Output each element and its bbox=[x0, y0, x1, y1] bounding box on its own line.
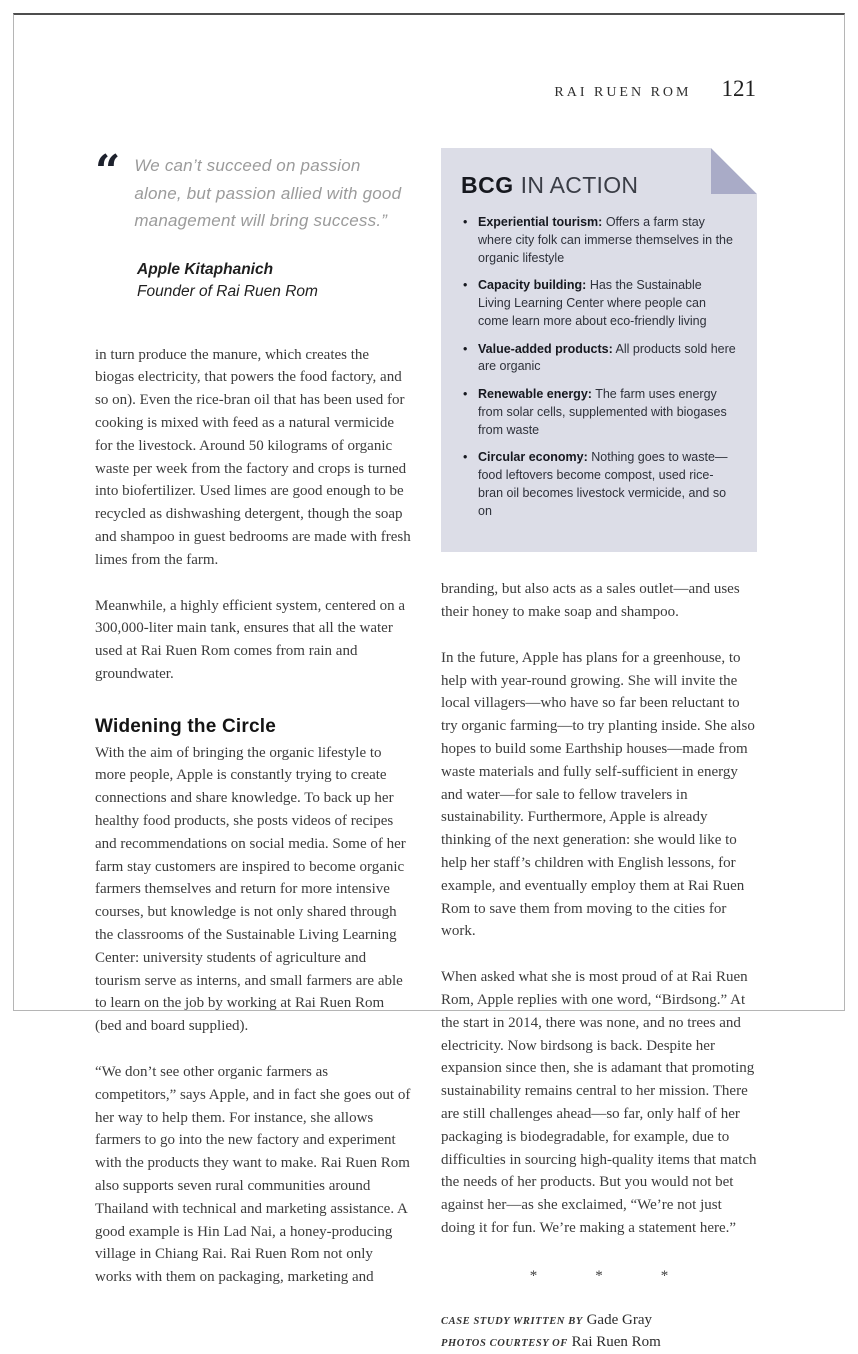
credit-line bbox=[441, 1309, 757, 1332]
bcg-bullet-item bbox=[461, 341, 737, 377]
bcg-bullet-text: Has the Sustainable Living Learning Center where people can come learn more about eco-friendly living bbox=[478, 278, 707, 328]
asterisk: * bbox=[595, 1267, 603, 1284]
bcg-bullet-lead: Capacity building: bbox=[478, 278, 587, 293]
body-paragraph: When asked what she is most proud of at Rai Ruen Rom, Apple replies with one word, “Birdsong.” At the start in 2014, there was none, and no trees and electricity. Now birdsong is back. Despite her expansion since then, she is adamant that promoting sustainability remains central to her mission. There are still challenges ahead—so far, only half of her packaging is biodegradable, for example, due to difficulties in sourcing high-quality items that match the needs of her products. But you would not bet against her—as she exclaimed, “We’re not just doing it for fun. We’re making a statement here.” bbox=[441, 969, 757, 1236]
body-paragraph: “We don’t see other organic farmers as competitors,” says Apple, and in fact she goes out of her way to help them. For instance, she allows farmers to go into the new factory and experiment with the products they want to make. Rai Ruen Rom also supports seven rural communities around Thailand with technical and marketing assistance. A good example is Hin Lad Nai, a honey-producing village in Chiang Rai. Rai Ruen Rom not only works with them on packaging, marketing and bbox=[95, 1064, 411, 1286]
body-paragraph: Meanwhile, a highly efficient system, centered on a 300,000-liter main tank, ensures that all the water used at Rai Ruen Rom comes from rain and groundwater. bbox=[95, 597, 406, 682]
bcg-bullet-text: All products sold here are organic bbox=[478, 341, 736, 374]
credit-value: Rai Ruen Rom bbox=[571, 1334, 661, 1351]
bcg-bullet-item bbox=[461, 214, 737, 267]
bcg-bullet-item bbox=[461, 449, 737, 520]
bcg-bullet-text: The farm uses energy from solar cells, supplemented with biogases from waste bbox=[478, 387, 727, 437]
bcg-bullet-list bbox=[461, 214, 737, 520]
body-paragraph: In the future, Apple has plans for a greenhouse, to help with year-round growing. She will invite the local villagers—who have so far been reluctant to try organic farming—to try planting inside. She also hopes to build some Earthship houses—made from waste materials and fully self-sufficient in energy and water—for sale to fellow travelers in sustainability. Furthermore, Apple is already thinking of the next generation: she would like to help her staff’s children with English lessons, for example, and eventually employ them at Rai Ruen Rom to save them from moving to the cities for work. bbox=[441, 649, 755, 940]
left-column bbox=[95, 148, 411, 1354]
bcg-bullet-lead: Value-added products: bbox=[478, 341, 613, 356]
running-head-title: RAI RUEN ROM bbox=[554, 85, 692, 100]
bcg-bullet-lead: Renewable energy: bbox=[478, 387, 592, 401]
bcg-in-action-box bbox=[441, 148, 757, 552]
right-body-copy bbox=[441, 578, 757, 1240]
bcg-bullet-item bbox=[461, 386, 737, 439]
bcg-bullet-text: Offers a farm stay where city folk can immerse themselves in the organic lifestyle bbox=[478, 215, 733, 265]
body-paragraph: branding, but also acts as a sales outlet—and uses their honey to make soap and shampoo. bbox=[441, 581, 740, 621]
bcg-bullet-text: Nothing goes to waste—food leftovers become compost, used rice-bran oil becomes livestock vermicide, and so on bbox=[478, 450, 728, 518]
credit-line bbox=[441, 1331, 757, 1354]
quote-mark-icon: “ bbox=[95, 146, 121, 197]
credits-block bbox=[441, 1309, 757, 1354]
asterisk-separator bbox=[441, 1268, 757, 1285]
two-column-layout bbox=[95, 148, 757, 1354]
bcg-box-title-brand: BCG bbox=[461, 172, 514, 198]
pull-quote bbox=[95, 148, 411, 235]
bcg-box-title-rest: IN ACTION bbox=[520, 172, 639, 198]
page-number: 121 bbox=[721, 76, 756, 101]
quote-author: Apple Kitaphanich bbox=[137, 260, 274, 278]
section-heading: Widening the Circle bbox=[95, 715, 276, 737]
pull-quote-text: We can’t succeed on passion alone, but passion allied with good management will bring success.” bbox=[134, 156, 402, 231]
bcg-box-title bbox=[461, 172, 737, 199]
bcg-bullet-lead: Experiential tourism: bbox=[478, 215, 603, 229]
page-header bbox=[554, 76, 756, 102]
body-paragraph: With the aim of bringing the organic lifestyle to more people, Apple is constantly trying to create connections and share knowledge. To back up her healthy food products, she posts videos of recipes and recommendations on social media. Some of her farm stay customers are inspired to become organic farmers themselves and return for more intensive courses, but knowledge is not only shared through the classrooms of the Sustainable Living Learning Center: university students of agriculture and tourism serve as interns, and small farmers are able to learn on the job by working at Rai Ruen Rom (bed and board supplied). bbox=[95, 744, 406, 1035]
credit-value: Gade Gray bbox=[586, 1311, 652, 1328]
quote-author-role: Founder of Rai Ruen Rom bbox=[137, 283, 318, 301]
credit-label: CASE STUDY WRITTEN BY bbox=[441, 1315, 583, 1327]
credit-label: PHOTOS COURTESY OF bbox=[441, 1338, 568, 1350]
left-body-copy bbox=[95, 344, 411, 1289]
body-paragraph: in turn produce the manure, which creates the biogas electricity, that powers the food factory, and so on). Even the rice-bran oil that has been used for cooking is mixed with feed as a natural vermicide for the livestock. Around 50 kilograms of organic waste per week from the factory and crops is turned into biofertilizer. Used limes are good enough to be recycled as dishwashing detergent, though the soap and shampoo in guest bedrooms are made with fresh limes from the farm. bbox=[95, 346, 411, 568]
bcg-bullet-item bbox=[461, 277, 737, 330]
right-column bbox=[441, 148, 757, 1354]
asterisk: * bbox=[529, 1267, 538, 1284]
bcg-bullet-lead: Circular economy: bbox=[478, 450, 588, 465]
asterisk: * bbox=[660, 1267, 669, 1284]
quote-attribution bbox=[137, 259, 411, 304]
